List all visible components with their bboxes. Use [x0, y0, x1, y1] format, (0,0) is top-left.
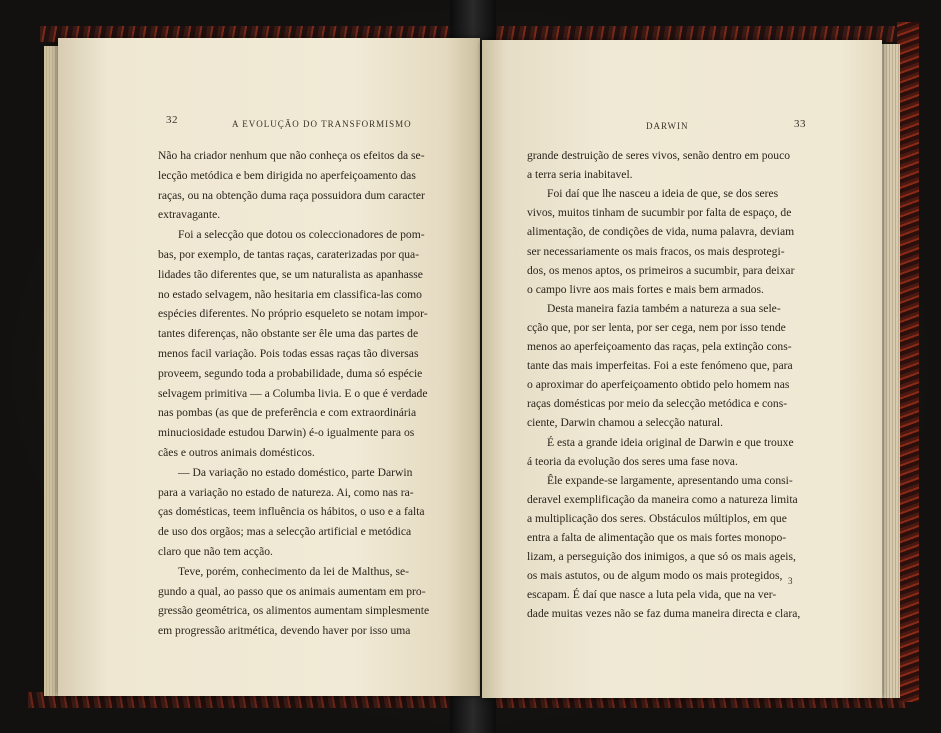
- left-running-head: A EVOLUÇÃO DO TRANSFORMISMO: [232, 119, 412, 129]
- text-line: nas pombas (as que de preferência e com extraordinária: [158, 406, 417, 420]
- text-line: proveem, segundo toda a probabilidade, duma só espécie: [158, 366, 423, 380]
- text-line: grande destruição de seres vivos, senão dentro em pouco: [527, 149, 791, 162]
- text-line: gundo a qual, ao passo que os animais aumentam em pro-: [158, 584, 426, 598]
- text-line: ciente, Darwin chamou a selecção natural.: [527, 416, 724, 430]
- text-line: os mais astutos, ou de algum modo os mais protegidos,: [527, 569, 783, 583]
- text-line: lizam, a perseguição dos inimigos, a que só os mais ageis,: [527, 550, 796, 564]
- text-line: raças domésticas por meio da selecção metódica e cons-: [527, 397, 788, 411]
- text-line: cães e outros animais domésticos.: [158, 446, 315, 459]
- text-line: Êle expande-se largamente, apresentando uma consi-: [547, 473, 793, 487]
- text-line: de uso dos orgãos; mas a selecção artificial e metódica: [158, 525, 412, 539]
- right-page-number: 33: [794, 118, 806, 130]
- marbled-cover-edge: [897, 22, 919, 702]
- text-line: no estado selvagem, não hesitaria em classifica-las como: [158, 287, 422, 301]
- text-line: entra a falta de alimentação que os mais fortes monopo-: [527, 531, 787, 544]
- text-line: bas, por exemplo, de tantas raças, caraterizadas por qua-: [158, 248, 420, 261]
- text-line: Não ha criador nenhum que não conheça os efeitos da se-: [158, 149, 425, 162]
- text-line: Foi a selecção que dotou os coleccionadores de pom-: [178, 228, 425, 242]
- text-line: espécies diferentes. No próprio esqueleto se notam impor-: [158, 307, 428, 321]
- text-line: o aproximar do aperfeiçoamento obtido pelo homem nas: [527, 378, 790, 392]
- left-page-number: 32: [166, 114, 178, 126]
- text-line: dos, os menos aptos, os primeiros a sucumbir, para deixar: [527, 263, 795, 277]
- text-line: Foi daí que lhe nasceu a ideia de que, se dos seres: [547, 187, 779, 201]
- text-line: tante das mais imperfeitas. Foi a este fenómeno que, para: [527, 359, 793, 373]
- text-line: lidades tão diferentes que, se um naturalista as apanhasse: [158, 267, 423, 281]
- text-line: raças, ou na obtenção duma raça possuidora dum caracter: [158, 188, 425, 202]
- text-line: menos ao aperfeiçoamento das raças, pela extinção cons-: [527, 340, 792, 353]
- text-line: Teve, porém, conhecimento da lei de Malthus, se-: [178, 564, 409, 578]
- text-line: alimentação, de condições de vida, numa palavra, deviam: [527, 225, 795, 239]
- text-line: É esta a grande ideia original de Darwin e que trouxe: [547, 435, 794, 449]
- text-line: ser necessariamente os mais fracos, os mais desprotegi-: [527, 244, 785, 258]
- text-line: menos facil variação. Pois todas essas raças tão diversas: [158, 347, 419, 360]
- text-line: ças domésticas, teem influência os hábitos, o uso e a falta: [158, 505, 425, 519]
- text-line: deravel exemplificação da maneira como a natureza limita: [527, 492, 798, 506]
- text-line: para a variação no estado de natureza. Ai, como nas ra-: [158, 485, 414, 499]
- text-line: vivos, muitos tinham de sucumbir por falta de espaço, de: [527, 206, 792, 220]
- text-line: cção que, por ser lenta, por ser cega, nem por isso tende: [527, 320, 786, 334]
- text-line: — Da variação no estado doméstico, parte Darwin: [178, 465, 413, 479]
- text-line: escapam. É daí que nasce a luta pela vida, que na ver-: [527, 588, 777, 602]
- text-line: lecção metódica e bem dirigida no aperfeiçoamento das: [158, 168, 416, 182]
- text-line: gressão geométrica, os alimentos aumentam simplesmente: [158, 604, 430, 618]
- text-line: claro que não tem acção.: [158, 545, 273, 558]
- text-line: dade muitas vezes não se faz duma maneira directa e clara,: [527, 607, 801, 621]
- text-line: o campo livre aos mais fortes e mais bem armados.: [527, 282, 764, 296]
- left-page: [58, 38, 480, 696]
- right-page: [482, 40, 882, 698]
- text-line: minuciosidade estudou Darwin) é-o igualmente para os: [158, 426, 415, 440]
- text-line: a terra seria inabitavel.: [527, 168, 633, 182]
- text-line: tantes diferenças, não obstante ser êle uma das partes de: [158, 327, 419, 341]
- text-line: á teoria da evolução dos seres uma fase nova.: [527, 454, 738, 468]
- text-line: a multiplicação dos seres. Obstáculos múltiplos, em que: [527, 511, 787, 525]
- signature-mark: 3: [788, 576, 793, 586]
- text-line: selvagem primitiva — a Columba livia. E o que é verdade: [158, 386, 428, 400]
- right-running-head: DARWIN: [646, 121, 689, 131]
- text-line: extravagante.: [158, 208, 221, 222]
- text-line: em progressão aritmética, devendo haver por isso uma: [158, 624, 411, 638]
- text-line: Desta maneira fazia também a natureza a sua sele-: [547, 301, 781, 315]
